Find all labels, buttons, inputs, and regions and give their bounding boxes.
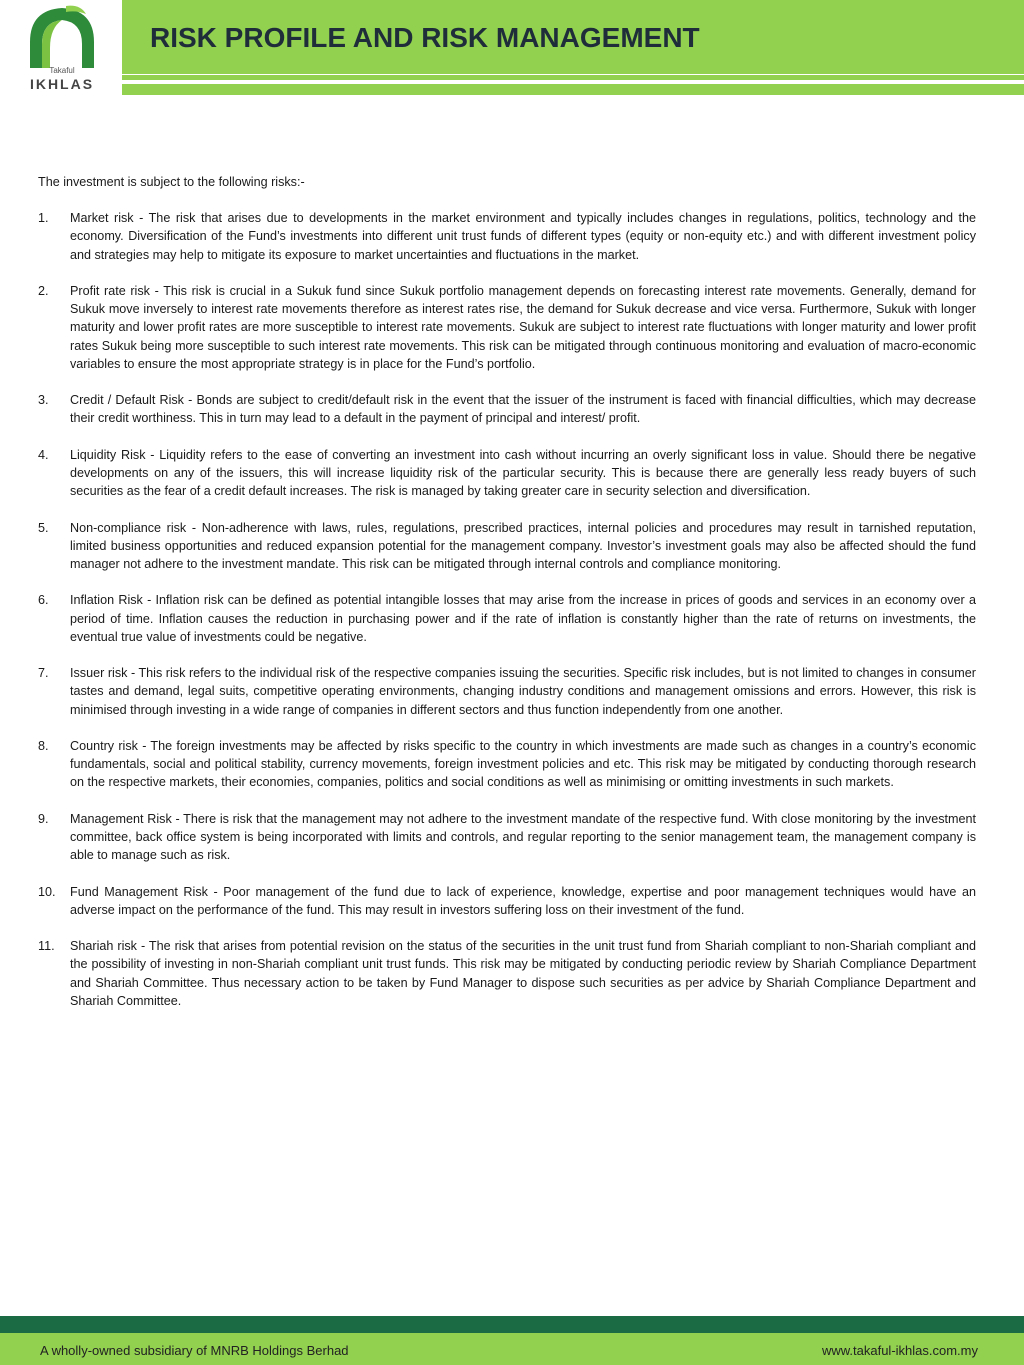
footer-divider — [0, 1316, 1024, 1333]
logo-wordmark: IKHLAS — [29, 76, 95, 92]
risk-item-liquidity — [38, 446, 976, 501]
risk-item-credit-default — [38, 391, 976, 427]
page-title: RISK PROFILE AND RISK MANAGEMENT — [150, 22, 700, 53]
risk-text: Market risk - The risk that arises due to developments in the market environment and typically includes changes in regulations, politics, technology and the economy. Diversification of the Fund’s investments into different unit trust funds of different types (equity or non-equity etc.) and with different investment policy and strategies may help to mitigate its exposure to market uncertainties and fluctuations in the market. — [70, 211, 976, 262]
risk-item-profit-rate — [38, 282, 976, 373]
risk-number: 9. — [38, 811, 49, 826]
risk-number: 2. — [38, 284, 49, 298]
risk-number: 1. — [38, 211, 49, 226]
risk-text: Inflation Risk - Inflation risk can be defined as potential intangible losses that may arise from the increase in prices of goods and services in an economy over a period of time. Inflation causes the reduction in purchasing power and if the rate of inflation is constantly higher than the rate of returns on investments, the eventual true value of investments could be negative. — [70, 593, 976, 644]
risk-text: Credit / Default Risk - Bonds are subject to credit/default risk in the event that the issuer of the instrument is faced with financial difficulties, which may decrease their credit worthiness. This in turn may lead to a default in the payment of principal and interest/ profit. — [70, 393, 976, 426]
risk-number: 5. — [38, 520, 49, 535]
risk-number: 8. — [38, 738, 49, 753]
risk-number: 11. — [38, 939, 55, 954]
risk-item-issuer — [38, 664, 976, 719]
risk-text: Fund Management Risk - Poor management of the fund due to lack of experience, knowledge, expertise and poor management techniques would have an adverse impact on the performance of the fund. This may result in investors suffering loss on their investment of the fund. — [70, 884, 976, 917]
risk-item-fund-management — [38, 883, 976, 919]
risk-text: Profit rate risk - This risk is crucial in a Sukuk fund since Sukuk portfolio management depends on forecasting interest rate movements. Generally, demand for Sukuk move inversely to interest rate movements therefore as interest rates rise, the demand for Sukuk decrease and vice versa. Furthermore, Sukuk with longer maturity and lower profit rates are more susceptible to interest rate movements. Sukuk are subject to interest rate fluctuations with longer maturity and lower profit rates Sukuk being more susceptible to such interest rate movements. This risk can be mitigated through continuous monitoring and evaluation of macro-economic variables to ensure the most appropriate strategy is in place for the Fund’s portfolio. — [70, 284, 976, 371]
risk-number: 7. — [38, 666, 49, 681]
risk-text: Issuer risk - This risk refers to the individual risk of the respective companies issuing the securities. Specific risk includes, but is not limited to changes in consumer tastes and demand, legal suits, competitive operating environments, changing industry conditions and management omissions and errors. However, this risk is minimised through investing in a wide range of companies in different sectors and thus function independently from one another. — [70, 666, 976, 717]
header-divider-thick — [122, 84, 1024, 95]
risk-list — [38, 209, 976, 1010]
header-bar — [122, 0, 1024, 74]
footer-subsidiary-text: A wholly-owned subsidiary of MNRB Holdings Berhad — [40, 1343, 349, 1358]
risk-item-management — [38, 810, 976, 865]
company-logo — [20, 4, 104, 94]
risk-item-non-compliance — [38, 519, 976, 574]
risk-item-country — [38, 737, 976, 792]
risk-item-inflation — [38, 591, 976, 646]
risk-number: 6. — [38, 593, 49, 608]
footer-website-link[interactable]: www.takaful-ikhlas.com.my — [821, 1343, 978, 1358]
arch-logo-icon — [20, 4, 104, 68]
risk-item-shariah — [38, 937, 976, 1010]
risk-number: 4. — [38, 447, 49, 462]
logo-tagline: Takaful — [49, 66, 75, 75]
risk-item-market — [38, 209, 976, 264]
header-divider-thin — [122, 75, 1024, 80]
document-body — [38, 173, 976, 1028]
risk-text: Liquidity Risk - Liquidity refers to the ease of converting an investment into cash without incurring an overly significant loss in value. Should there be negative developments on any of the issuers, this will increase liquidity risk of the particular security. This is because there are generally less ready buyers of such securities as the fear of a credit default increases. The risk is managed by taking greater care in security selection and diversification. — [70, 447, 976, 499]
risk-number: 3. — [38, 393, 49, 408]
risk-number: 10. — [38, 884, 56, 899]
risk-text: Management Risk - There is risk that the management may not adhere to the investment mandate of the respective fund. With close monitoring by the investment committee, back office system is being incorporated with limits and controls, and regular reporting to the senior management team, the management company is able to manage such as risk. — [70, 811, 976, 863]
risk-text: Country risk - The foreign investments may be affected by risks specific to the country in which investments are made such as changes in a country’s economic fundamentals, social and political stability, currency movements, foreign investment policies and etc. This risk may be mitigated by conducting thorough research on the respective markets, their economies, companies, politics and social conditions as well as minimising or omitting investments in such markets. — [70, 738, 976, 790]
risk-text: Non-compliance risk - Non-adherence with laws, rules, regulations, prescribed practices, internal policies and procedures may result in tarnished reputation, limited business opportunities and reduced expansion potential for the management company. Investor’s investment goals may also be affected should the fund manager not adhere to the investment mandate. This risk can be mitigated through internal controls and compliance monitoring. — [70, 520, 976, 571]
intro-text: The investment is subject to the following risks:- — [38, 175, 305, 189]
risk-text: Shariah risk - The risk that arises from potential revision on the status of the securities in the unit trust fund from Shariah compliant to non-Shariah compliant and the possibility of investing in non-Shariah compliant unit trust funds. This risk may be mitigated by conducting periodic review by Shariah Compliance Department and Shariah Committee. Thus necessary action to be taken by Fund Manager to dispose such securities as per advice by Shariah Compliance Department and Shariah Committee. — [70, 939, 976, 1008]
